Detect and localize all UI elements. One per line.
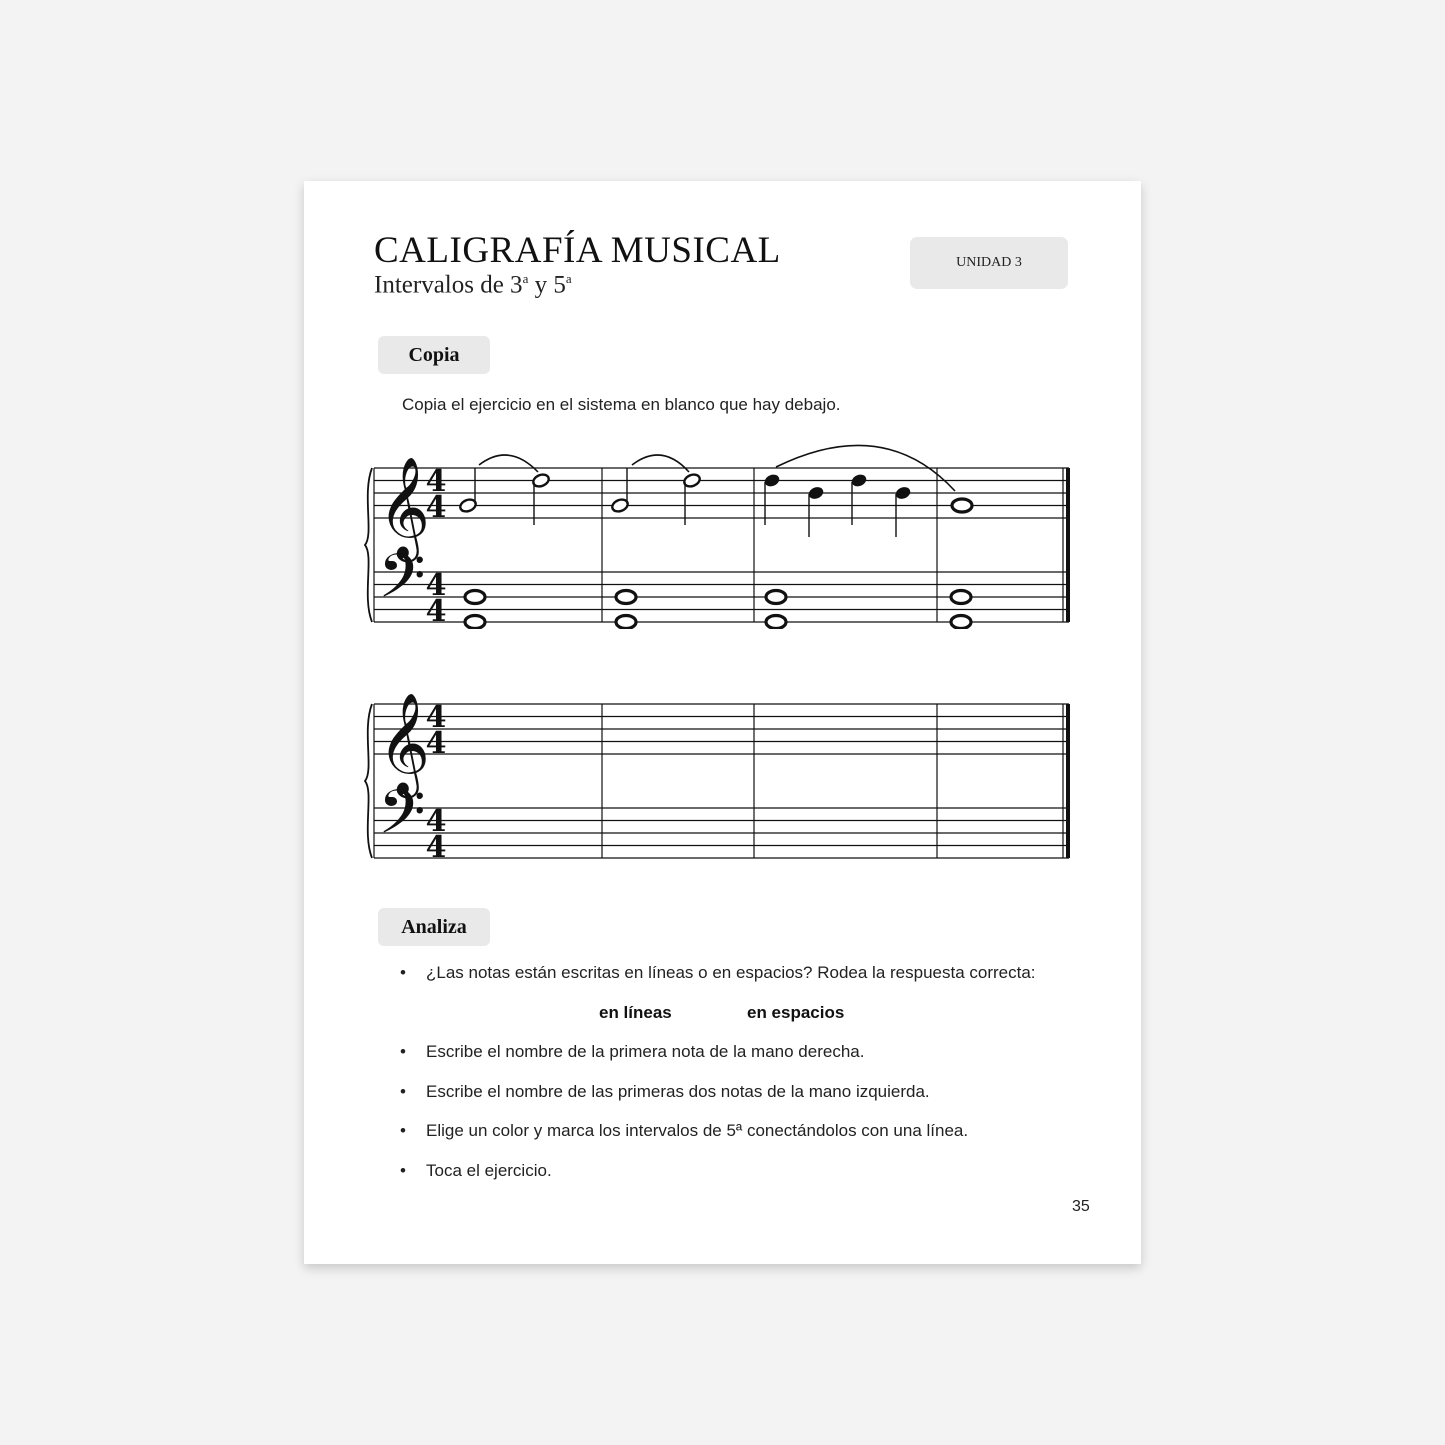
blank-grand-staff (364, 675, 1079, 865)
exercise-grand-staff (364, 439, 1079, 629)
option-spaces[interactable]: en espacios (747, 1003, 845, 1022)
svg-text:4: 4 (425, 726, 447, 761)
note (952, 499, 972, 512)
copy-instruction: Copia el ejercicio en el sistema en blanco que hay debajo. (402, 395, 841, 414)
list-item: • Elige un color y marca los intervalos de 5ª conectándolos con una línea. (400, 1121, 969, 1140)
svg-text:4: 4 (425, 804, 447, 839)
workbook-page (304, 181, 1141, 1264)
svg-text:4: 4 (425, 464, 447, 499)
bass-clef-icon: 𝄢 (378, 777, 426, 863)
svg-text:4: 4 (425, 594, 447, 629)
svg-text:4: 4 (425, 490, 447, 525)
list-item: • Escribe el nombre de la primera nota de la mano derecha. (400, 1042, 865, 1061)
list-item: • Toca el ejercicio. (400, 1161, 552, 1180)
unit-badge: UNIDAD 3 (910, 237, 1068, 289)
slur (479, 455, 538, 472)
treble-clef-icon: 𝄞 (378, 691, 431, 794)
page-subtitle: Intervalos de 3$^a$ y 5$^a$ (374, 271, 572, 299)
analyze-section-heading: Analiza (378, 908, 490, 946)
page-number: 35 (1072, 1198, 1090, 1215)
brace-icon (365, 704, 372, 858)
svg-text:4: 4 (425, 700, 447, 735)
list-item: • ¿Las notas están escritas en líneas o en espacios? Rodea la respuesta correcta: (400, 963, 1036, 982)
bass-clef-icon: 𝄢 (378, 541, 426, 627)
brace-icon (365, 468, 372, 622)
treble-clef-icon: 𝄞 (378, 455, 431, 558)
slur (632, 455, 689, 472)
svg-text:4: 4 (425, 568, 447, 603)
copy-section-heading: Copia (378, 336, 490, 374)
option-lines[interactable]: en líneas (599, 1003, 672, 1022)
page-title: CALIGRAFÍA MUSICAL (374, 230, 781, 271)
svg-text:4: 4 (425, 830, 447, 865)
list-item: • Escribe el nombre de las primeras dos notas de la mano izquierda. (400, 1082, 930, 1101)
